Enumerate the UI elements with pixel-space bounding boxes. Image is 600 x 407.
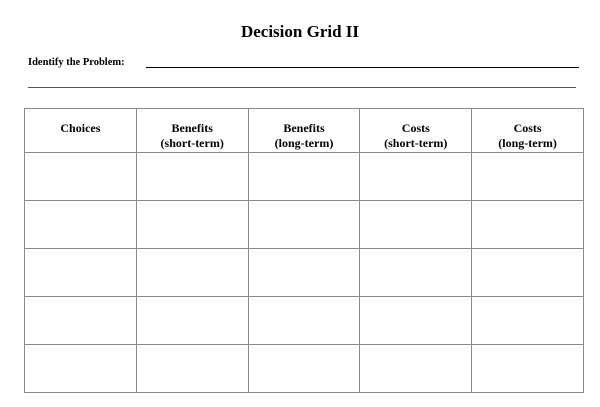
table-row <box>25 297 584 345</box>
table-row <box>25 201 584 249</box>
table-row <box>25 153 584 201</box>
problem-field <box>28 56 579 70</box>
table-cell[interactable] <box>472 249 584 297</box>
header-benefits-long-term <box>248 109 360 153</box>
table-cell[interactable] <box>136 153 248 201</box>
header-label: Benefits <box>171 121 213 135</box>
table-cell[interactable] <box>248 249 360 297</box>
table-cell[interactable] <box>25 345 137 393</box>
header-sublabel: (short-term) <box>160 136 224 150</box>
table-cell[interactable] <box>136 249 248 297</box>
header-label: Costs <box>513 121 542 135</box>
page-title: Decision Grid II <box>240 22 360 41</box>
table-cell[interactable] <box>136 201 248 249</box>
table-cell[interactable] <box>25 201 137 249</box>
decision-grid <box>24 108 584 393</box>
table-cell[interactable] <box>248 201 360 249</box>
problem-input-line-1[interactable] <box>146 67 579 68</box>
table-row <box>25 345 584 393</box>
header-row <box>25 109 584 153</box>
table-cell[interactable] <box>360 153 472 201</box>
problem-input-line-2[interactable] <box>28 87 576 88</box>
table-cell[interactable] <box>360 297 472 345</box>
table-cell[interactable] <box>248 153 360 201</box>
table-cell[interactable] <box>248 297 360 345</box>
table-cell[interactable] <box>25 153 137 201</box>
header-sublabel: (long-term) <box>498 136 557 150</box>
table-cell[interactable] <box>472 153 584 201</box>
table-cell[interactable] <box>360 201 472 249</box>
header-benefits-short-term <box>136 109 248 153</box>
table-cell[interactable] <box>472 345 584 393</box>
header-sublabel: (long-term) <box>274 136 334 150</box>
header-costs-long-term <box>472 109 584 153</box>
header-label: Costs <box>401 121 430 135</box>
table-cell[interactable] <box>25 249 137 297</box>
table-cell[interactable] <box>360 249 472 297</box>
table-cell[interactable] <box>25 297 137 345</box>
header-label: Choices <box>60 121 101 135</box>
table-cell[interactable] <box>136 345 248 393</box>
header-sublabel: (short-term) <box>384 136 448 150</box>
table-cell[interactable] <box>248 345 360 393</box>
table-row <box>25 249 584 297</box>
table-cell[interactable] <box>472 201 584 249</box>
table-cell[interactable] <box>360 345 472 393</box>
header-choices <box>25 109 137 153</box>
header-label: Benefits <box>283 121 325 135</box>
table-cell[interactable] <box>472 297 584 345</box>
problem-label: Identify the Problem: <box>28 57 125 68</box>
table-cell[interactable] <box>136 297 248 345</box>
header-costs-short-term <box>360 109 472 153</box>
